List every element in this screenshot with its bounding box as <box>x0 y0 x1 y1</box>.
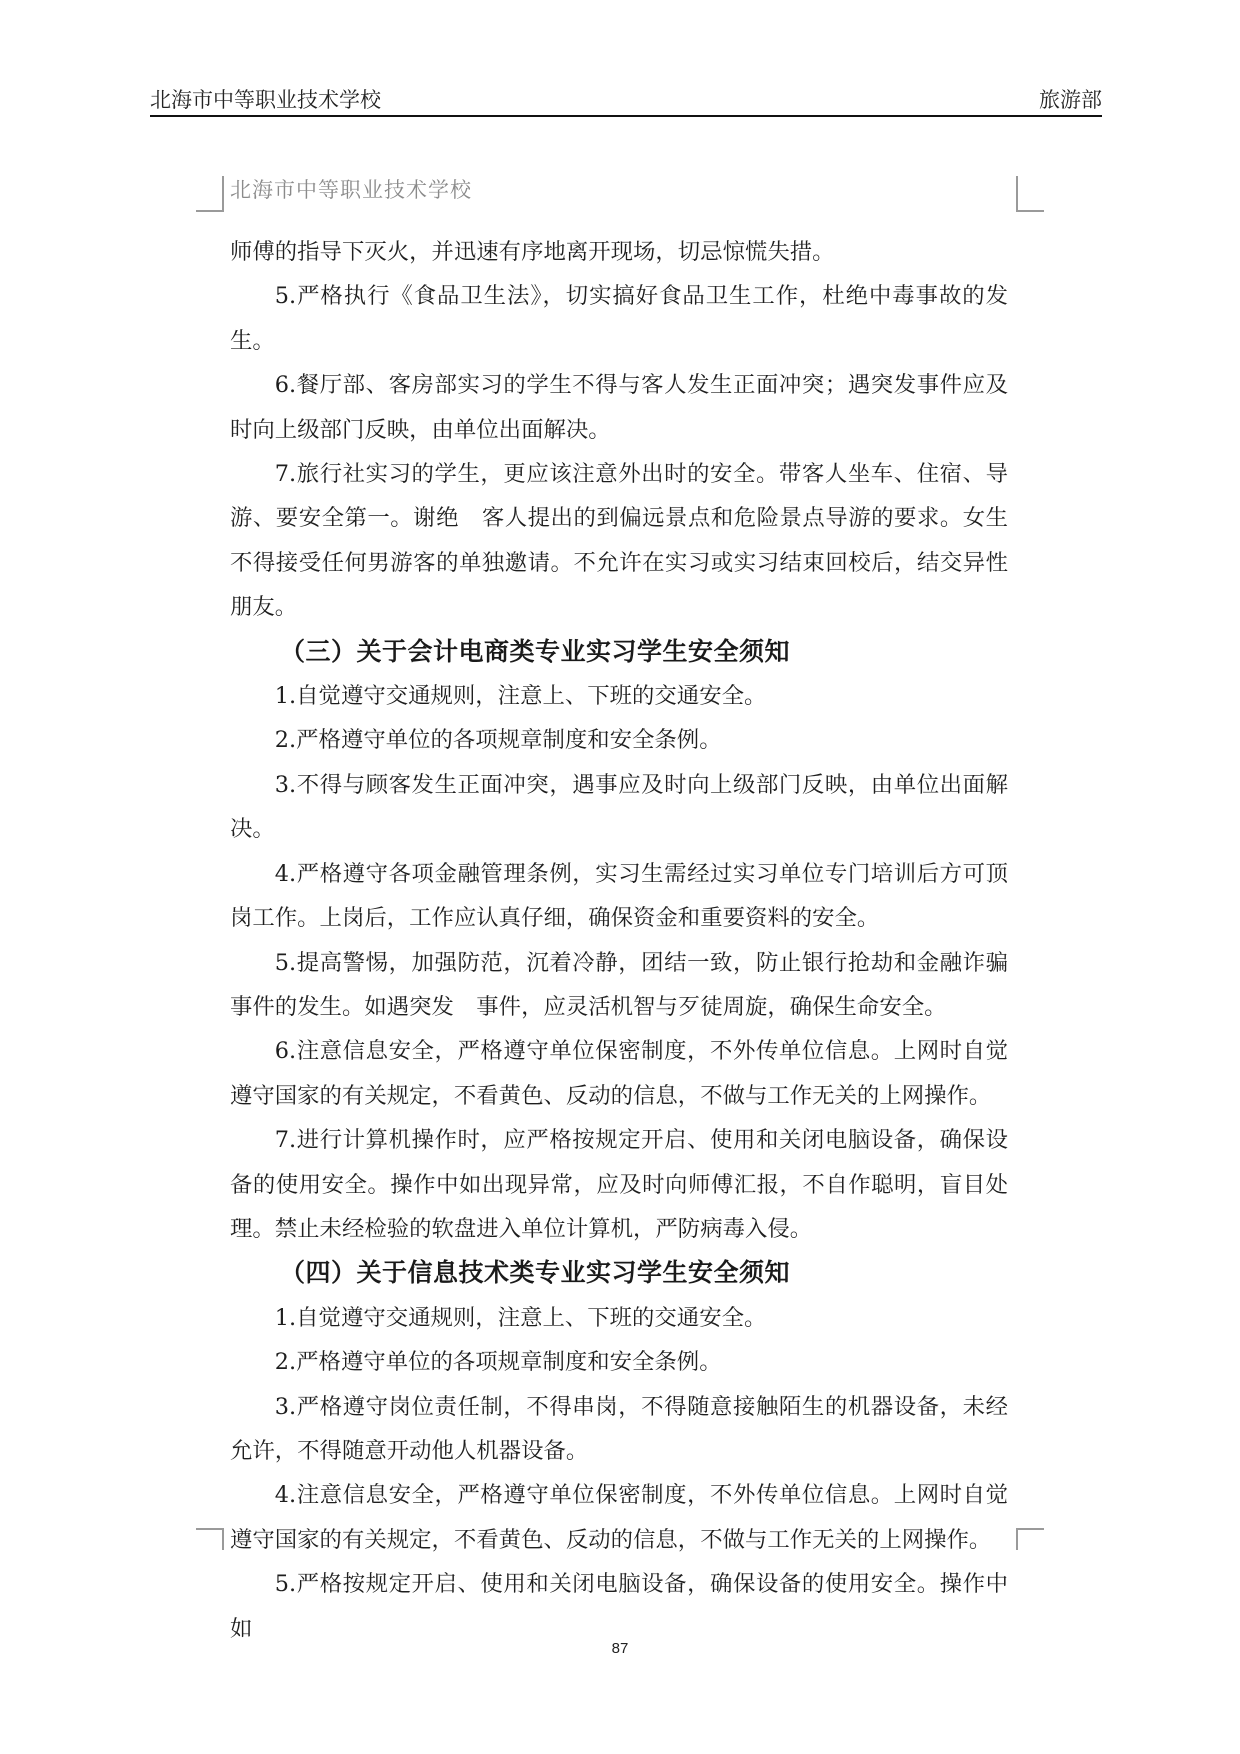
header-department: 旅游部 <box>1039 88 1102 112</box>
body-text <box>230 230 1008 1651</box>
crop-mark-bottom-right-h <box>1018 1528 1044 1530</box>
paragraph: 6.餐厅部、客房部实习的学生不得与客人发生正面冲突；遇突发事件应及时向上级部门反映，由单位出面解决。 <box>230 372 1008 443</box>
paragraph: 3.不得与顾客发生正面冲突，遇事应及时向上级部门反映，由单位出面解决。 <box>230 771 1008 843</box>
section-heading: （三）关于会计电商类专业实习学生安全须知 <box>280 636 791 666</box>
crop-mark-bottom-left-h <box>196 1528 222 1530</box>
paragraph: 5.严格执行《食品卫生法》，切实搞好食品卫生工作，杜绝中毒事故的发生。 <box>230 283 1008 354</box>
crop-mark-bottom-right-v <box>1016 1528 1018 1550</box>
paragraph: 4.注意信息安全，严格遵守单位保密制度，不外传单位信息。上网时自觉遵守国家的有关规定，不看黄色、反动的信息，不做与工作无关的上网操作。 <box>230 1482 1008 1553</box>
crop-mark-top-left-h <box>196 210 222 212</box>
inner-school-name: 北海市中等职业技术学校 <box>230 178 472 202</box>
crop-mark-bottom-left-v <box>222 1528 224 1550</box>
crop-mark-top-left-v <box>222 176 224 212</box>
crop-mark-top-right-h <box>1018 210 1044 212</box>
paragraph: 师傅的指导下灭火，并迅速有序地离开现场，切忌惊慌失措。 <box>230 239 835 265</box>
header-school-name: 北海市中等职业技术学校 <box>150 88 381 112</box>
page-number: 87 <box>611 1640 629 1657</box>
paragraph: 1.自觉遵守交通规则，注意上、下班的交通安全。 <box>274 683 767 710</box>
paragraph: 3.严格遵守岗位责任制，不得串岗，不得随意接触陌生的机器设备，未经允许，不得随意开动他人机器设备。 <box>230 1393 1008 1464</box>
running-header <box>150 86 1102 116</box>
paragraph: 7.进行计算机操作时，应严格按规定开启、使用和关闭电脑设备，确保设备的使用安全。操作中如出现异常，应及时向师傅汇报，不自作聪明，盲目处理。禁止未经检验的软盘进入单位计算机，严防病毒入侵。 <box>230 1127 1008 1242</box>
paragraph: 5.提高警惕，加强防范，沉着冷静，团结一致，防止银行抢劫和金融诈骗事件的发生。如遇突发 事件，应灵活机智与歹徒周旋，确保生命安全。 <box>230 949 1008 1020</box>
header-rule <box>150 115 1102 117</box>
paragraph: 2.严格遵守单位的各项规章制度和安全条例。 <box>274 727 722 754</box>
paragraph: 6.注意信息安全，严格遵守单位保密制度，不外传单位信息。上网时自觉遵守国家的有关规定，不看黄色、反动的信息，不做与工作无关的上网操作。 <box>230 1038 1008 1109</box>
paragraph: 2.严格遵守单位的各项规章制度和安全条例。 <box>274 1349 722 1376</box>
paragraph: 1.自觉遵守交通规则，注意上、下班的交通安全。 <box>274 1304 767 1331</box>
paragraph: 7.旅行社实习的学生，更应该注意外出时的安全。带客人坐车、住宿、导游、要安全第一。谢绝 客人提出的到偏远景点和危险景点导游的要求。女生不得接受任何男游客的单独邀请。不允许在实习或实习结束回校后，结交异性朋友。 <box>230 461 1008 621</box>
crop-mark-top-right-v <box>1016 176 1018 212</box>
scanned-page <box>196 166 1056 1642</box>
paragraph: 5.严格按规定开启、使用和关闭电脑设备，确保设备的使用安全。操作中如 <box>230 1571 1008 1642</box>
paragraph: 4.严格遵守各项金融管理条例，实习生需经过实习单位专门培训后方可顶岗工作。上岗后，工作应认真仔细，确保资金和重要资料的安全。 <box>230 860 1008 932</box>
section-heading: （四）关于信息技术类专业实习学生安全须知 <box>280 1258 791 1288</box>
